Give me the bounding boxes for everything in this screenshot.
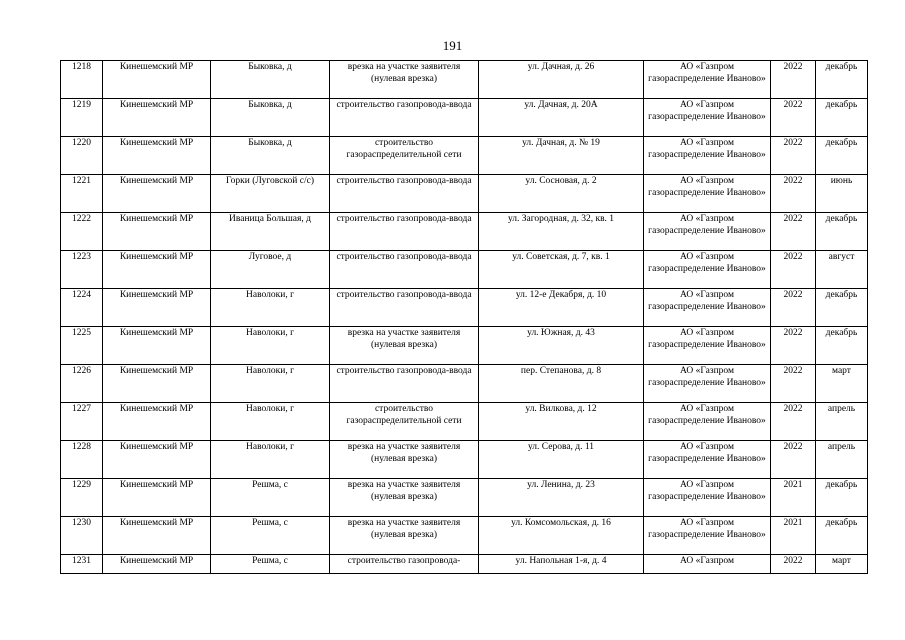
district-cell: Кинешемский МР [103, 137, 211, 175]
settlement-cell: Иваница Большая, д [211, 213, 330, 251]
settlement-cell: Быковка, д [211, 99, 330, 137]
row-number-cell: 1230 [61, 517, 103, 555]
settlement-cell: Решма, с [211, 517, 330, 555]
address-cell: ул. Дачная, д. 26 [479, 61, 644, 99]
settlement-cell: Быковка, д [211, 61, 330, 99]
year-cell: 2021 [771, 517, 816, 555]
settlement-cell: Решма, с [211, 479, 330, 517]
month-cell: декабрь [816, 137, 868, 175]
year-cell: 2022 [771, 213, 816, 251]
address-cell: ул. Дачная, д. № 19 [479, 137, 644, 175]
year-cell: 2022 [771, 365, 816, 403]
district-cell: Кинешемский МР [103, 289, 211, 327]
row-number-cell: 1227 [61, 403, 103, 441]
work-type-cell: строительство газораспределительной сети [330, 403, 479, 441]
gasification-table [60, 60, 868, 574]
month-cell: декабрь [816, 61, 868, 99]
year-cell: 2022 [771, 99, 816, 137]
row-number-cell: 1221 [61, 175, 103, 213]
organization-cell: АО «Газпром газораспределение Иваново» [644, 517, 771, 555]
year-cell: 2022 [771, 327, 816, 365]
settlement-cell: Наволоки, г [211, 289, 330, 327]
organization-cell: АО «Газпром газораспределение Иваново» [644, 251, 771, 289]
year-cell: 2022 [771, 441, 816, 479]
row-number-cell: 1223 [61, 251, 103, 289]
row-number-cell: 1219 [61, 99, 103, 137]
row-number-cell: 1220 [61, 137, 103, 175]
settlement-cell: Наволоки, г [211, 403, 330, 441]
work-type-cell: строительство газопровода-ввода [330, 213, 479, 251]
organization-cell: АО «Газпром газораспределение Иваново» [644, 175, 771, 213]
work-type-cell: врезка на участке заявителя (нулевая врезка) [330, 441, 479, 479]
district-cell: Кинешемский МР [103, 555, 211, 574]
organization-cell: АО «Газпром газораспределение Иваново» [644, 403, 771, 441]
organization-cell: АО «Газпром [644, 555, 771, 574]
settlement-cell: Луговое, д [211, 251, 330, 289]
page-number: 191 [442, 38, 463, 53]
organization-cell: АО «Газпром газораспределение Иваново» [644, 61, 771, 99]
settlement-cell: Наволоки, г [211, 365, 330, 403]
settlement-cell: Быковка, д [211, 137, 330, 175]
work-type-cell: врезка на участке заявителя (нулевая врезка) [330, 517, 479, 555]
row-number-cell: 1226 [61, 365, 103, 403]
table-row [61, 99, 868, 137]
district-cell: Кинешемский МР [103, 365, 211, 403]
address-cell: ул. Дачная, д. 20А [479, 99, 644, 137]
year-cell: 2022 [771, 61, 816, 99]
year-cell: 2022 [771, 137, 816, 175]
year-cell: 2022 [771, 555, 816, 574]
row-number-cell: 1218 [61, 61, 103, 99]
address-cell: ул. Загородная, д. 32, кв. 1 [479, 213, 644, 251]
month-cell: декабрь [816, 479, 868, 517]
table-row [61, 555, 868, 574]
year-cell: 2022 [771, 403, 816, 441]
month-cell: декабрь [816, 99, 868, 137]
year-cell: 2022 [771, 251, 816, 289]
work-type-cell: врезка на участке заявителя (нулевая врезка) [330, 479, 479, 517]
address-cell: ул. Комсомольская, д. 16 [479, 517, 644, 555]
organization-cell: АО «Газпром газораспределение Иваново» [644, 327, 771, 365]
table-row [61, 213, 868, 251]
table-row [61, 137, 868, 175]
table-row [61, 517, 868, 555]
organization-cell: АО «Газпром газораспределение Иваново» [644, 213, 771, 251]
year-cell: 2022 [771, 289, 816, 327]
row-number-cell: 1228 [61, 441, 103, 479]
district-cell: Кинешемский МР [103, 213, 211, 251]
work-type-cell: строительство газопровода-ввода [330, 175, 479, 213]
row-number-cell: 1229 [61, 479, 103, 517]
settlement-cell: Решма, с [211, 555, 330, 574]
row-number-cell: 1222 [61, 213, 103, 251]
district-cell: Кинешемский МР [103, 479, 211, 517]
month-cell: август [816, 251, 868, 289]
month-cell: декабрь [816, 327, 868, 365]
month-cell: март [816, 365, 868, 403]
district-cell: Кинешемский МР [103, 175, 211, 213]
table-row [61, 403, 868, 441]
row-number-cell: 1231 [61, 555, 103, 574]
address-cell: ул. 12-е Декабря, д. 10 [479, 289, 644, 327]
district-cell: Кинешемский МР [103, 403, 211, 441]
row-number-cell: 1224 [61, 289, 103, 327]
month-cell: декабрь [816, 517, 868, 555]
address-cell: ул. Ленина, д. 23 [479, 479, 644, 517]
table-row [61, 327, 868, 365]
address-cell: ул. Южная, д. 43 [479, 327, 644, 365]
organization-cell: АО «Газпром газораспределение Иваново» [644, 137, 771, 175]
work-type-cell: строительство газопровода-ввода [330, 365, 479, 403]
work-type-cell: строительство газопровода- [330, 555, 479, 574]
month-cell: декабрь [816, 213, 868, 251]
table-row [61, 175, 868, 213]
district-cell: Кинешемский МР [103, 517, 211, 555]
organization-cell: АО «Газпром газораспределение Иваново» [644, 289, 771, 327]
table-row [61, 365, 868, 403]
table-row [61, 441, 868, 479]
organization-cell: АО «Газпром газораспределение Иваново» [644, 441, 771, 479]
district-cell: Кинешемский МР [103, 61, 211, 99]
work-type-cell: строительство газораспределительной сети [330, 137, 479, 175]
address-cell: пер. Степанова, д. 8 [479, 365, 644, 403]
work-type-cell: строительство газопровода-ввода [330, 99, 479, 137]
work-type-cell: врезка на участке заявителя (нулевая врезка) [330, 61, 479, 99]
work-type-cell: строительство газопровода-ввода [330, 251, 479, 289]
organization-cell: АО «Газпром газораспределение Иваново» [644, 99, 771, 137]
work-type-cell: строительство газопровода-ввода [330, 289, 479, 327]
organization-cell: АО «Газпром газораспределение Иваново» [644, 479, 771, 517]
month-cell: апрель [816, 403, 868, 441]
settlement-cell: Наволоки, г [211, 327, 330, 365]
organization-cell: АО «Газпром газораспределение Иваново» [644, 365, 771, 403]
district-cell: Кинешемский МР [103, 99, 211, 137]
month-cell: март [816, 555, 868, 574]
address-cell: ул. Советская, д. 7, кв. 1 [479, 251, 644, 289]
year-cell: 2021 [771, 479, 816, 517]
month-cell: апрель [816, 441, 868, 479]
month-cell: июнь [816, 175, 868, 213]
address-cell: ул. Серова, д. 11 [479, 441, 644, 479]
work-type-cell: врезка на участке заявителя (нулевая врезка) [330, 327, 479, 365]
settlement-cell: Горки (Луговской с/с) [211, 175, 330, 213]
year-cell: 2022 [771, 175, 816, 213]
row-number-cell: 1225 [61, 327, 103, 365]
table-row [61, 61, 868, 99]
district-cell: Кинешемский МР [103, 441, 211, 479]
table-row [61, 289, 868, 327]
address-cell: ул. Вилкова, д. 12 [479, 403, 644, 441]
address-cell: ул. Сосновая, д. 2 [479, 175, 644, 213]
table-row [61, 251, 868, 289]
address-cell: ул. Напольная 1-я, д. 4 [479, 555, 644, 574]
settlement-cell: Наволоки, г [211, 441, 330, 479]
district-cell: Кинешемский МР [103, 251, 211, 289]
district-cell: Кинешемский МР [103, 327, 211, 365]
month-cell: декабрь [816, 289, 868, 327]
table-row [61, 479, 868, 517]
